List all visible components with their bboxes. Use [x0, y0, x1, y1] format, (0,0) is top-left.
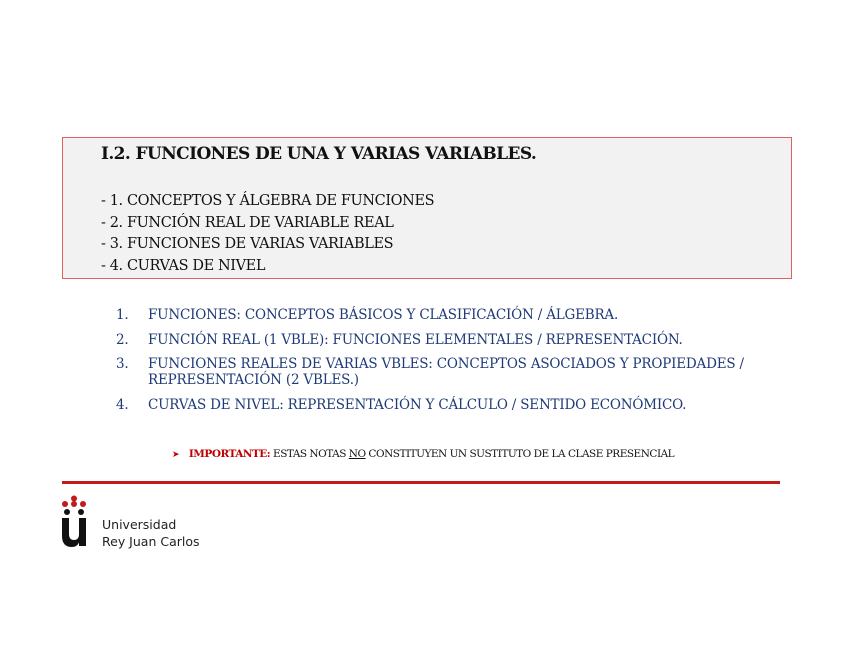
outline-item: - 3. FUNCIONES DE VARIAS VARIABLES	[101, 236, 394, 252]
topic-item	[112, 307, 762, 323]
important-label: IMPORTANTE:	[188, 448, 271, 460]
topic-number: 3.	[116, 356, 129, 372]
topic-text: FUNCIÓN REAL (1 VBLE): FUNCIONES ELEMENTALES / REPRESENTACIÓN.	[148, 331, 683, 348]
section-title: I.2. FUNCIONES DE UNA Y VARIAS VARIABLES.	[101, 144, 537, 164]
notice-emphasis: NO	[348, 448, 366, 460]
topic-text: FUNCIONES: CONCEPTOS BÁSICOS Y CLASIFICACIÓN / ÁLGEBRA.	[148, 307, 619, 323]
notice-text-after: CONSTITUYEN UN SUSTITUTO DE LA CLASE PRESENCIAL	[368, 448, 675, 460]
topic-number: 1.	[116, 307, 129, 323]
outline-item: - 1. CONCEPTOS Y ÁLGEBRA DE FUNCIONES	[101, 193, 435, 209]
arrow-bullet-icon: ➤	[172, 450, 180, 460]
notice-text-before: ESTAS NOTAS	[273, 448, 346, 460]
university-logo	[61, 495, 211, 555]
topic-item	[112, 397, 762, 413]
section-outline-list	[101, 191, 434, 277]
topics-list	[112, 307, 762, 421]
red-divider	[62, 481, 780, 484]
university-name-line2: Rey Juan Carlos	[102, 534, 200, 549]
topic-text: FUNCIONES REALES DE VARIAS VBLES: CONCEPTOS ASOCIADOS Y PROPIEDADES / REPRESENTACIÓN (2 VBLES.)	[148, 356, 744, 388]
section-header-box	[62, 137, 792, 279]
university-name	[102, 516, 200, 550]
important-notice	[172, 448, 674, 460]
topic-number: 4.	[116, 396, 129, 413]
topic-item	[112, 332, 762, 348]
topic-text: CURVAS DE NIVEL: REPRESENTACIÓN Y CÁLCULO / SENTIDO ECONÓMICO.	[148, 396, 687, 413]
urjc-logo-icon	[61, 495, 87, 547]
outline-item: - 4. CURVAS DE NIVEL	[101, 257, 266, 274]
topic-item	[112, 356, 762, 388]
outline-item: - 2. FUNCIÓN REAL DE VARIABLE REAL	[101, 214, 394, 231]
topic-number: 2.	[116, 331, 129, 348]
university-name-line1: Universidad	[102, 517, 177, 532]
